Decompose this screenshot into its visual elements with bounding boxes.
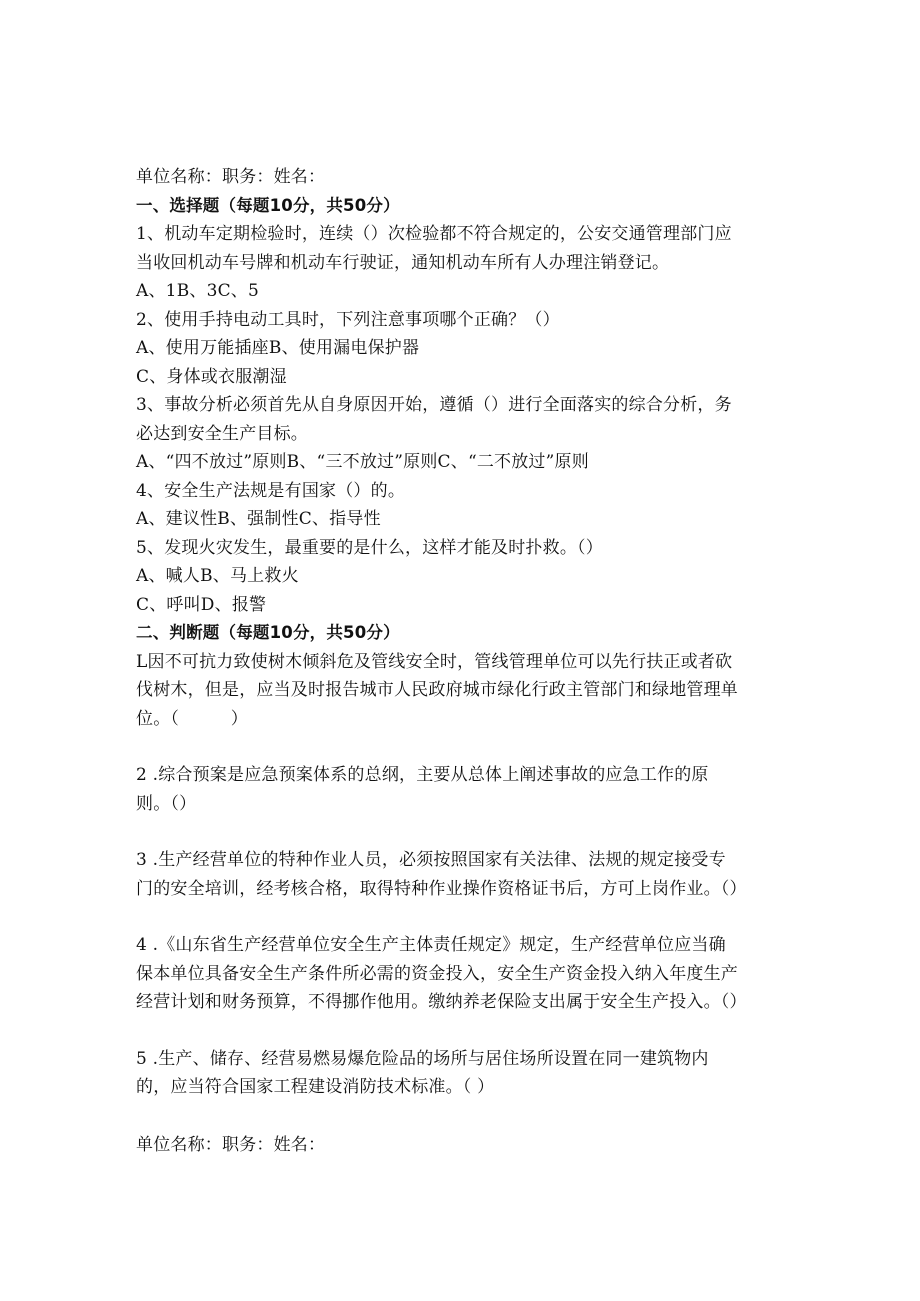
judgement-item-5: [136, 1045, 808, 1102]
item-text: 2 .综合预案是应急预案体系的总纲，主要从总体上阐述事故的应急工作的原: [136, 765, 709, 785]
question-text: 2、使用手持电动工具时，下列注意事项哪个正确？（）: [136, 309, 560, 330]
question-text: 3、事故分析必须首先从自身原因开始，遵循（）进行全面落实的综合分析，务: [136, 395, 732, 415]
question-options: A、喊人B、马上救火: [136, 566, 299, 586]
item-text: 的，应当符合国家工程建设消防技术标准。（ ）: [136, 1077, 495, 1097]
question-text: 必达到安全生产目标。: [136, 423, 308, 444]
item-text: 门的安全培训，经考核合格，取得特种作业操作资格证书后，方可上岗作业。（）: [136, 878, 747, 899]
judgement-item-2: [136, 761, 808, 818]
exam-sheet: [136, 163, 808, 1159]
question-options: A、建议性B、强制性C、指导性: [136, 509, 381, 529]
section2-title: 二、判断题（每题10分，共50分）: [136, 623, 400, 642]
question-options: C、身体或衣服潮湿: [136, 366, 287, 387]
section1-title: 一、选择题（每题10分，共50分）: [136, 195, 400, 215]
question-options: A、使用万能插座B、使用漏电保护器: [136, 338, 420, 358]
item-text: 3 .生产经营单位的特种作业人员，必须按照国家有关法律、法规的规定接受专: [136, 850, 726, 870]
question-4: [136, 477, 808, 534]
question-text: 5、发现火灾发生，最重要的是什么，这样才能及时扑救。（）: [136, 537, 603, 558]
judgement-item-1: [136, 648, 808, 734]
footer-fields: 单位名称：职务：姓名：: [136, 1134, 326, 1155]
question-text: 1、机动车定期检验时，连续（）次检验都不符合规定的，公安交通管理部门应: [136, 224, 732, 244]
item-text: 位。（ ）: [136, 708, 248, 729]
question-text: 4、安全生产法规是有国家（）的。: [136, 480, 406, 501]
item-text: 5 .生产、储存、经营易燃易爆危险品的场所与居住场所设置在同一建筑物内: [136, 1048, 709, 1069]
question-5: [136, 534, 808, 620]
question-options: A、“四不放过”原则B、“三不放过”原则C、“二不放过”原则: [136, 452, 589, 472]
item-text: L因不可抗力致使树木倾斜危及管线安全时，管线管理单位可以先行扶正或者砍: [136, 651, 733, 672]
question-text: 当收回机动车号牌和机动车行驶证，通知机动车所有人办理注销登记。: [136, 252, 670, 273]
question-options: C、呼叫D、报警: [136, 594, 267, 615]
judgement-item-3: [136, 846, 808, 903]
item-text: 伐树木，但是，应当及时报告城市人民政府城市绿化行政主管部门和绿地管理单: [136, 680, 738, 700]
item-text: 4 .《山东省生产经营单位安全生产主体责任规定》规定，生产经营单位应当确: [136, 935, 726, 955]
item-text: 经营计划和财务预算，不得挪作他用。缴纳养老保险支出属于安全生产投入。（）: [136, 992, 747, 1012]
item-text: 保本单位具备安全生产条件所必需的资金投入，安全生产资金投入纳入年度生产: [136, 963, 738, 984]
item-text: 则。（）: [136, 793, 197, 814]
judgement-item-4: [136, 931, 808, 1017]
question-1: [136, 220, 808, 306]
question-3: [136, 391, 808, 477]
question-2: [136, 306, 808, 392]
question-options: A、1B、3C、5: [136, 281, 260, 301]
header-fields: 单位名称：职务：姓名：: [136, 167, 326, 187]
